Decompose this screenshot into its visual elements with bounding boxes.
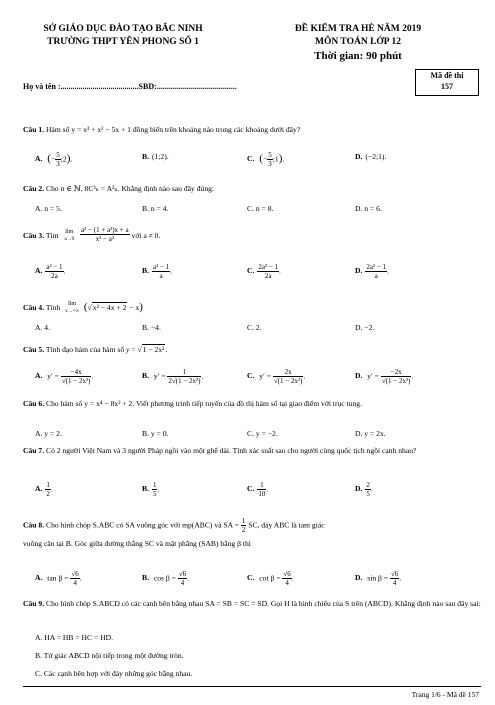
option-c: C. $\frac{\text{2a² − 1}}{2a}$ .	[247, 263, 281, 280]
option-d: D. $\frac{2}{5}$ .	[355, 481, 373, 498]
question-2	[23, 184, 481, 194]
question-label: Câu 5.	[23, 345, 45, 354]
option-d: D. (−2;1).	[355, 152, 387, 161]
option-label: C.	[247, 154, 255, 164]
question-9	[23, 599, 481, 609]
question-label: Câu 2.	[23, 184, 45, 193]
question-text: Cho n ∈ ℕ, 8C³ₙ = A²ₙ. Khẳng định nào sau đây đúng:	[46, 184, 215, 193]
option-c: C. Các cạnh bên hợp với đáy những góc bằng nhau.	[35, 669, 193, 678]
option-a: A. tan β = $\frac{√6}{4}$ .	[35, 570, 82, 587]
exam-code-label: Mã đề thi	[430, 71, 464, 80]
question-text: Tìm	[45, 230, 59, 240]
question-text-c: vuông cân tại B. Góc giữa đường thẳng SC và mặt phẳng (SAB) bằng β thì	[23, 539, 251, 548]
question-text: Cho hàm số y = x⁴ − 8x² + 2. Viết phương trình tiếp tuyến của đồ thị hàm số tại giao điểm với trục tung.	[46, 399, 362, 408]
option-b: B. −4.	[142, 323, 161, 332]
option-b: B. y = 0.	[142, 429, 169, 438]
option-b: B. cos β = $\frac{√6}{4}$ .	[142, 570, 190, 587]
name-line: Họ và tên :.......................................SBD:........................................	[23, 82, 237, 91]
question-text-b: SC, đáy ABC là tam giác	[248, 520, 325, 530]
option-c: C. $\frac{1}{10}$ .	[247, 481, 269, 498]
option-d: D. sin β = $\frac{√6}{4}$ .	[355, 570, 402, 587]
exam-code-box	[415, 69, 479, 96]
question-label: Câu 1.	[23, 125, 45, 134]
option-label: B.	[142, 152, 149, 161]
limit-fraction: $\frac{\text{a² − (1 + a²)x + a}}{\text{x² − a²}}$	[81, 225, 129, 243]
question-4: Câu 4. Tính lim x→+∞ (√x² − 4x + 2 − x)	[23, 300, 143, 314]
limit-expression: lim a→0	[64, 229, 75, 242]
subject: MÔN TOÁN LỚP 12	[315, 37, 401, 47]
option-d: D. y = 2x.	[355, 429, 386, 438]
option-label: A.	[35, 154, 43, 164]
option-d: D. $\frac{\text{2a² − 1}}{a}$ .	[355, 263, 389, 280]
question-label: Câu 6.	[23, 399, 45, 408]
question-text: Tính	[45, 302, 61, 312]
option-a: A. 4.	[35, 323, 50, 332]
question-text: Cho hình chóp S.ABCD có các cạnh bên bằng nhau SA = SB = SC = SD. Gọi H là hình chiếu của S trên (ABCD). Khẳng định nào sau đây sai:	[46, 599, 481, 608]
question-text: Có 2 người Việt Nam và 3 người Pháp ngồi vào một ghế dài. Tính xác suất sao cho người cùng quốc tịch ngồi cạnh nhau?	[46, 446, 417, 455]
option-b: B. (1;2).	[142, 152, 169, 161]
question-label: Câu 8.	[23, 520, 45, 530]
option-b: B. $\frac{1}{5}$ .	[142, 481, 160, 498]
question-1	[23, 125, 481, 135]
option-b: B. y′ = $\frac{1}{\text{2√(1 − 2x²)}}$ .	[142, 368, 204, 385]
footer-divider	[23, 686, 481, 687]
option-c: C. cot β = $\frac{√6}{4}$ .	[247, 570, 294, 587]
question-3	[23, 225, 481, 244]
school-name: TRƯỜNG THPT YÊN PHONG SỐ 1	[47, 37, 199, 47]
option-label: D.	[355, 152, 363, 161]
option-a: A. y′ = $\frac{-4x}{\text{√(1 − 2x²)}}$ .	[35, 368, 94, 385]
question-label: Câu 7.	[23, 446, 45, 455]
option-a: A. $\frac{\text{a² − 1}}{2a}$ .	[35, 263, 66, 280]
page-footer: Trang 1/6 - Mã đề 157	[411, 690, 479, 699]
question-label: Câu 9.	[23, 599, 45, 608]
question-7	[23, 446, 481, 456]
option-c: C. 2.	[247, 323, 262, 332]
option-d: D. −2.	[355, 323, 375, 332]
option-a: A. HA = HB = HC = HD.	[35, 633, 114, 642]
question-text-a: Cho hình chóp S.ABC có SA vuông góc với mp(ABC) và SA =	[46, 520, 239, 530]
option-b: B. Tứ giác ABCD nội tiếp trong một đường tròn.	[35, 651, 184, 660]
exam-time: Thời gian: 90 phút	[314, 50, 402, 62]
question-tail: với a ≠ 0.	[131, 230, 161, 240]
question-text: Hàm số y = x³ + x² − 5x + 1 đồng biến trên khoảng nào trong các khoảng dưới đây?	[46, 125, 301, 134]
question-6	[23, 399, 481, 409]
option-c: C. (− $\frac{5}{3}$ ;1).	[247, 151, 285, 168]
question-5: Câu 5. Tính đạo hàm của hàm số y = √1 − 2x².	[23, 345, 168, 354]
option-c: C. n = 8.	[247, 204, 274, 213]
question-label: Câu 4.	[23, 302, 45, 312]
question-text: Tính đạo hàm của hàm số	[45, 345, 125, 354]
option-b: B. n = 4.	[142, 204, 169, 213]
option-c: C. y′ = $\frac{2x}{\text{√(1 − 2x²)}}$ .	[247, 368, 306, 385]
question-8: Câu 8. Cho hình chóp S.ABC có SA vuông góc với mp(ABC) và SA = $\frac{1}{2}$ SC, đáy ABC là tam giác	[23, 517, 325, 534]
option-a: A. (− $\frac{5}{3}$ ;2).	[35, 151, 73, 168]
exam-code-value: 157	[441, 82, 453, 91]
option-a: A. y = 2.	[35, 429, 62, 438]
department: SỞ GIÁO DỤC ĐÀO TẠO BẮC NINH	[43, 24, 203, 34]
exam-title: ĐỀ KIỂM TRA HÈ NĂM 2019	[294, 24, 422, 34]
limit-expression: lim x→+∞	[65, 301, 80, 314]
option-d: D. y′ = $\frac{-2x}{\text{√(1 − 2x²)}}$ .	[355, 368, 414, 385]
question-8-line2	[23, 539, 481, 549]
option-d: D. n = 6.	[355, 204, 382, 213]
option-c: C. y = −2.	[247, 429, 278, 438]
option-b: B. $\frac{\text{a² − 1}}{a}$ .	[142, 263, 173, 280]
option-a: A. $\frac{1}{2}$ .	[35, 481, 53, 498]
question-label: Câu 3.	[23, 230, 45, 240]
option-a: A. n = 5.	[35, 204, 62, 213]
